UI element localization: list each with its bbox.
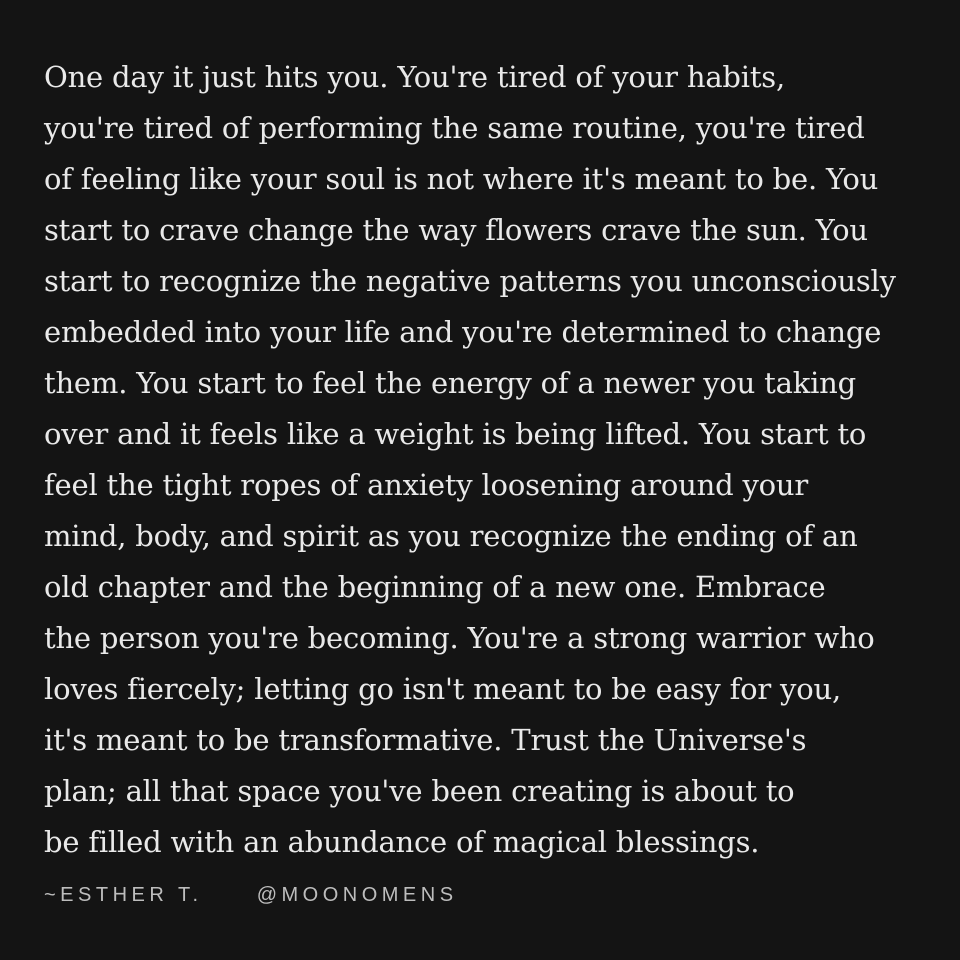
quote-line: over and it feels like a weight is being lifted. You start to: [44, 417, 867, 451]
quote-line: start to recognize the negative patterns you unconsciously: [44, 264, 896, 298]
quote-line: mind, body, and spirit as you recognize the ending of an: [44, 519, 858, 553]
quote-line: you're tired of performing the same routine, you're tired: [44, 111, 865, 145]
quote-line: start to crave change the way flowers crave the sun. You: [44, 213, 868, 247]
quote-line: One day it just hits you. You're tired of your habits,: [44, 60, 786, 94]
quote-line: embedded into your life and you're determined to change: [44, 315, 882, 349]
author-handle: @MOONOMENS: [256, 884, 458, 906]
quote-line: of feeling like your soul is not where it's meant to be. You: [44, 162, 879, 196]
quote-line: be filled with an abundance of magical blessings.: [44, 825, 760, 859]
quote-line: feel the tight ropes of anxiety loosening around your: [44, 468, 809, 502]
quote-line: old chapter and the beginning of a new one. Embrace: [44, 570, 826, 604]
quote-text: [44, 52, 944, 868]
quote-line: plan; all that space you've been creating is about to: [44, 774, 795, 808]
author-name: ~ESTHER T.: [44, 884, 203, 906]
quote-line: it's meant to be transformative. Trust the Universe's: [44, 723, 807, 757]
signature: [44, 884, 458, 907]
quote-line: them. You start to feel the energy of a newer you taking: [44, 366, 856, 400]
quote-line: loves fiercely; letting go isn't meant to be easy for you,: [44, 672, 841, 706]
quote-line: the person you're becoming. You're a strong warrior who: [44, 621, 875, 655]
